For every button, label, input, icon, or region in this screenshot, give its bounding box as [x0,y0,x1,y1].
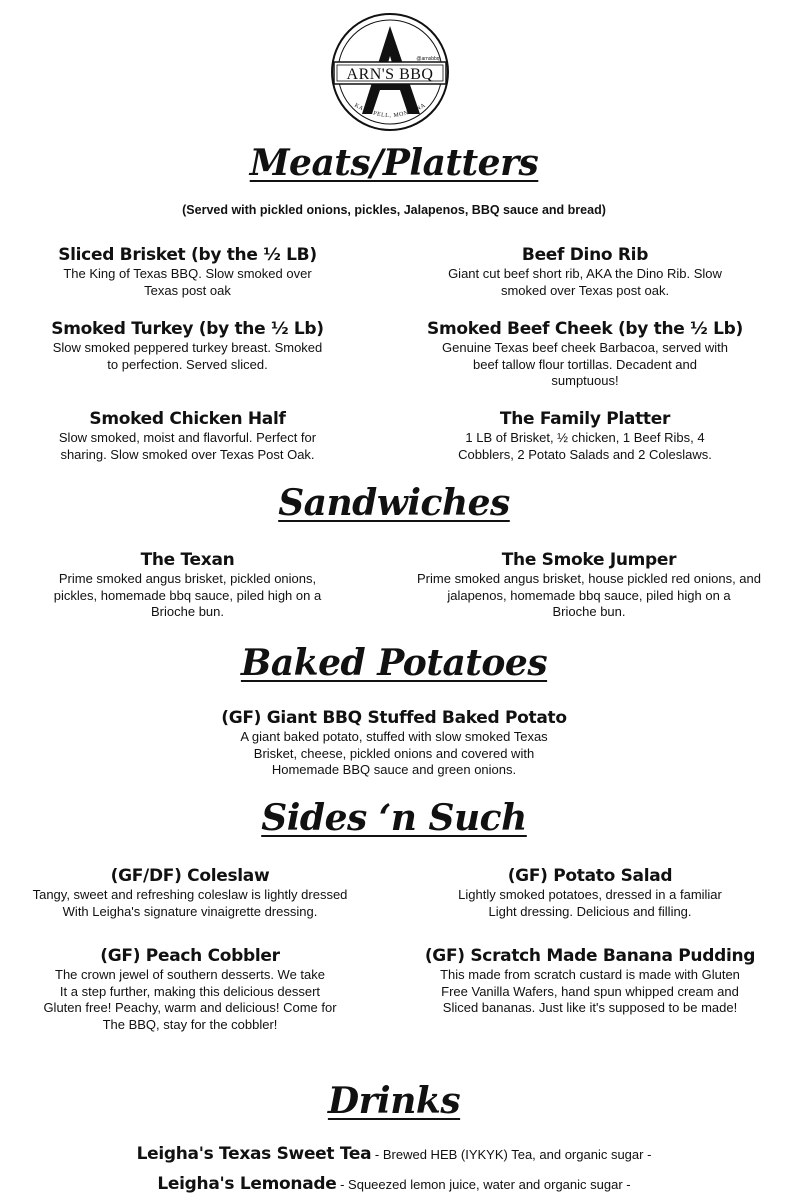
item-description: Giant cut beef short rib, AKA the Dino Rib. Slow smoked over Texas post oak. [448,266,722,298]
menu-item-sliced-brisket [20,245,355,299]
item-description: A giant baked potato, stuffed with slow smoked Texas Brisket, cheese, pickled onions and covered with Homemade BBQ sauce and green onions. [240,729,548,777]
item-description: Genuine Texas beef cheek Barbacoa, served with beef tallow flour tortillas. Decadent and sumptuous! [442,340,728,388]
menu-item-smoked-turkey [20,319,355,373]
item-description: Slow smoked peppered turkey breast. Smoked to perfection. Served sliced. [52,340,323,372]
drink-separator: - [336,1177,349,1192]
drink-separator: - [371,1147,383,1162]
item-name: The Family Platter [499,409,671,429]
item-name: (GF) Peach Cobbler [100,946,280,966]
item-description: Prime smoked angus brisket, house pickled red onions, and jalapenos, homemade bbq sauce, piled high on a Brioche bun. [417,571,761,619]
item-description: Lightly smoked potatoes, dressed in a familiar Light dressing. Delicious and filling. [458,887,722,919]
menu-item-banana-pudding [405,946,775,1017]
logo-emblem-icon [328,10,452,134]
item-description: 1 LB of Brisket, ½ chicken, 1 Beef Ribs, 4 Cobblers, 2 Potato Salads and 2 Coleslaws. [458,430,712,462]
item-name: Smoked Beef Cheek (by the ½ Lb) [427,319,743,339]
arns-bbq-logo [328,10,452,134]
menu-item-stuffed-baked-potato [194,708,594,779]
item-description: Tangy, sweet and refreshing coleslaw is lightly dressed With Leigha's signature vinaigrette dressing. [32,887,348,919]
menu-item-peach-cobbler [10,946,370,1033]
menu-item-beef-dino-rib [415,245,755,299]
item-name: (GF) Giant BBQ Stuffed Baked Potato [221,708,567,728]
menu-item-the-texan [20,550,355,621]
menu-item-smoked-beef-cheek [415,319,755,390]
drink-sweet-tea [0,1144,788,1164]
sandwiches-heading: Sandwiches [278,482,510,524]
item-name: (GF/DF) Coleslaw [110,866,270,886]
drink-description: Squeezed lemon juice, water and organic sugar - [348,1177,631,1192]
logo-location: KALISPELL, MONTANA [353,102,427,120]
baked-potatoes-heading: Baked Potatoes [240,642,548,684]
item-description: Prime smoked angus brisket, pickled onions, pickles, homemade bbq sauce, piled high on a Brioche bun. [53,571,322,619]
item-description: Slow smoked, moist and flavorful. Perfect for sharing. Slow smoked over Texas Post Oak. [58,430,317,462]
meats-platters-heading: Meats/Platters [249,142,539,184]
item-name: The Texan [140,550,235,570]
menu-item-potato-salad [415,866,765,920]
menu-item-coleslaw [10,866,370,920]
drink-name: Leigha's Lemonade [157,1174,337,1194]
menu-item-family-platter [415,409,755,463]
item-description: The crown jewel of southern desserts. We take It a step further, making this delicious dessert Gluten free! Peachy, warm and delicious! Come for The BBQ, stay for the cobbler! [43,967,337,1032]
item-name: (GF) Potato Salad [507,866,673,886]
logo-name: ARN'S BBQ [346,66,434,83]
item-description: This made from scratch custard is made with Gluten Free Vanilla Wafers, hand spun whipped cream and Sliced bananas. Just like it's supposed to be made! [440,967,740,1015]
drink-description: Brewed HEB (IYKYK) Tea, and organic sugar - [382,1147,652,1162]
logo-handle: @arnsbbq [416,56,440,62]
drink-name: Leigha's Texas Sweet Tea [136,1144,372,1164]
item-name: Beef Dino Rib [521,245,649,265]
sides-n-such-heading: Sides ‘n Such [261,797,527,839]
drinks-heading: Drinks [327,1080,461,1122]
menu-item-smoked-chicken-half [20,409,355,463]
item-name: (GF) Scratch Made Banana Pudding [424,946,756,966]
item-description: The King of Texas BBQ. Slow smoked over Texas post oak [63,266,312,298]
menu-item-the-smoke-jumper [395,550,783,621]
item-name: Smoked Chicken Half [89,409,286,429]
item-name: Smoked Turkey (by the ½ Lb) [51,319,324,339]
meats-served-with-note: (Served with pickled onions, pickles, Jalapenos, BBQ sauce and bread) [182,203,606,217]
item-name: Sliced Brisket (by the ½ LB) [58,245,317,265]
item-name: The Smoke Jumper [501,550,677,570]
drink-lemonade [0,1174,788,1194]
